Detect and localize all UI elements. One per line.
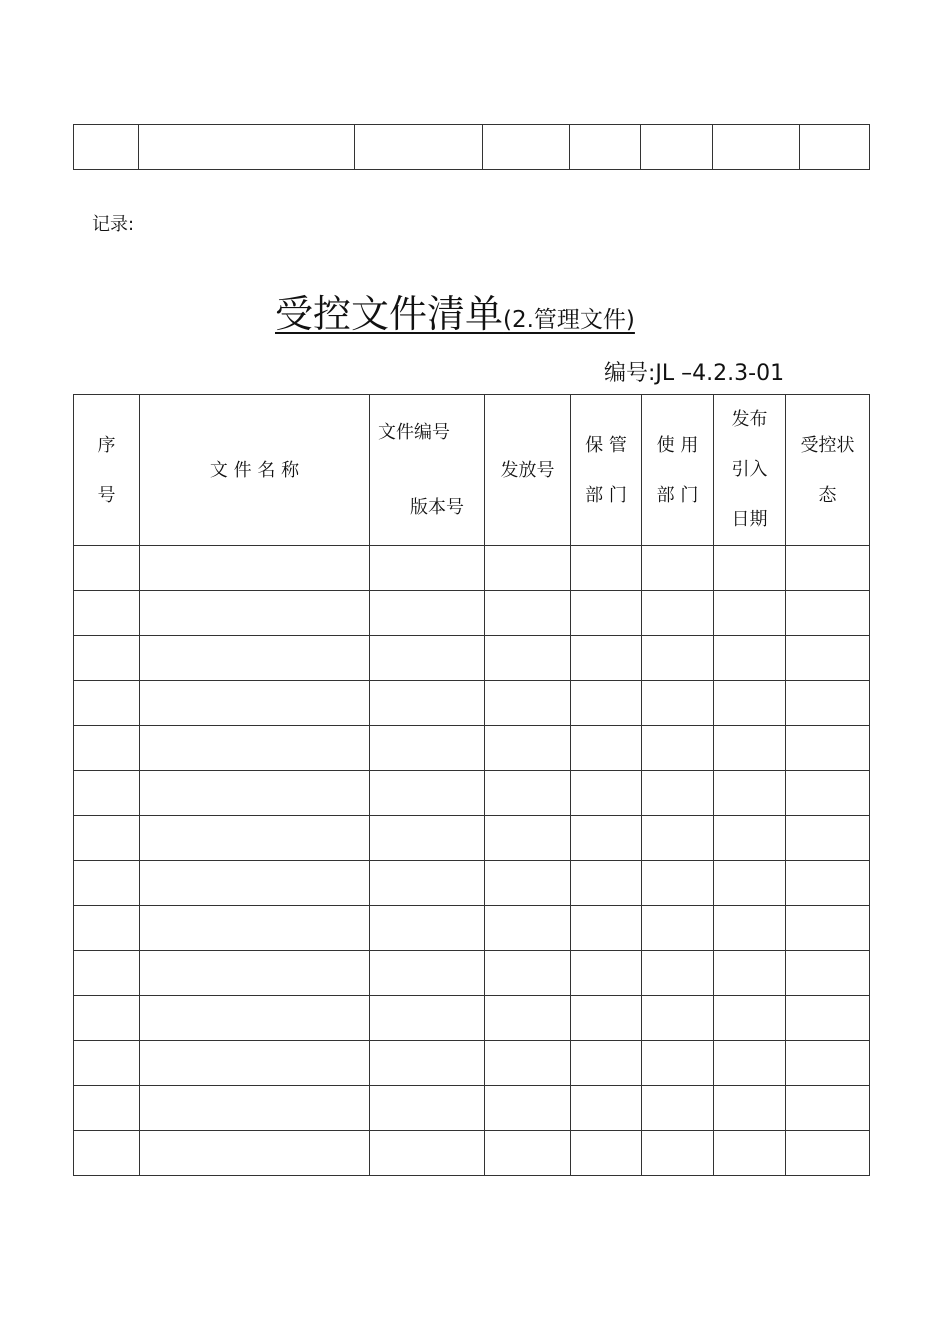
table-cell [485,546,571,591]
table-cell [571,636,642,681]
table-row [74,861,870,906]
table-cell [74,816,140,861]
table-cell [714,591,786,636]
table-cell [786,681,870,726]
table-cell [642,636,714,681]
table-cell [642,771,714,816]
table-cell [140,546,370,591]
table-cell [786,636,870,681]
table-cell [485,906,571,951]
table-row [74,1131,870,1176]
table-cell [786,1131,870,1176]
table-cell [642,861,714,906]
table-cell [571,681,642,726]
header-control-status: 受控状 态 [786,395,870,546]
table-cell [485,771,571,816]
table-cell [786,771,870,816]
table-cell [370,726,485,771]
table-cell [74,861,140,906]
table-cell [571,591,642,636]
table-cell [140,1086,370,1131]
table-cell [786,861,870,906]
table-cell [714,771,786,816]
table-cell [140,1041,370,1086]
header-seq: 序 号 [74,395,140,546]
table-cell [786,951,870,996]
table-cell [571,546,642,591]
page-title [275,283,635,338]
table-row [74,951,870,996]
table-cell [483,125,570,170]
table-cell [485,636,571,681]
table-header-row [74,395,870,546]
record-label: 记录: [92,214,135,235]
table-cell [140,636,370,681]
table-cell [485,681,571,726]
table-cell [74,546,140,591]
table-cell [714,546,786,591]
header-issue-no: 发放号 [485,395,571,546]
table-cell [714,861,786,906]
table-cell [74,636,140,681]
table-cell [786,906,870,951]
table-cell [642,1041,714,1086]
table-cell [786,1041,870,1086]
table-cell [74,951,140,996]
table-cell [140,861,370,906]
table-cell [642,546,714,591]
table-cell [355,125,483,170]
table-cell [74,996,140,1041]
table-row [74,771,870,816]
table-cell [714,816,786,861]
table-cell [571,1041,642,1086]
table-cell [714,636,786,681]
table-cell [370,1086,485,1131]
table-cell [571,861,642,906]
table-cell [370,771,485,816]
table-cell [714,1041,786,1086]
table-cell [140,726,370,771]
table-cell [74,1086,140,1131]
table-cell [786,591,870,636]
table-cell [485,861,571,906]
table-cell [140,681,370,726]
table-cell [74,771,140,816]
table-cell [370,816,485,861]
table-row [74,906,870,951]
table-cell [570,125,641,170]
table-cell [642,726,714,771]
table-cell [571,996,642,1041]
table-cell [370,681,485,726]
table-cell [485,1041,571,1086]
table-row [74,1041,870,1086]
table-cell [370,906,485,951]
table-row [74,546,870,591]
table-cell [786,726,870,771]
table-cell [714,681,786,726]
table-cell [74,681,140,726]
table-cell [714,951,786,996]
table-cell [370,591,485,636]
table-cell [571,816,642,861]
table-cell [714,1131,786,1176]
table-cell [641,125,713,170]
table-row [74,726,870,771]
table-cell [642,1131,714,1176]
table-cell [642,816,714,861]
title-main: 受控文件清单 [275,292,504,336]
table-cell [370,1041,485,1086]
table-cell [140,906,370,951]
header-file-no: 文件编号 版本号 [370,395,485,546]
table-cell [370,861,485,906]
table-cell [485,726,571,771]
table-cell [140,1131,370,1176]
table-cell [140,771,370,816]
table-cell [370,1131,485,1176]
table-cell [485,996,571,1041]
table-cell [140,816,370,861]
table-cell [74,125,139,170]
table-cell [571,951,642,996]
table-cell [786,996,870,1041]
table-cell [714,996,786,1041]
table-cell [642,591,714,636]
table-cell [714,726,786,771]
header-keeping-dept: 保 管 部 门 [571,395,642,546]
table-cell [74,1041,140,1086]
header-file-name: 文 件 名 称 [140,395,370,546]
table-row [74,591,870,636]
title-sub: (2.管理文件) [503,307,635,333]
table-cell [370,636,485,681]
table-cell [786,816,870,861]
table-cell [485,1086,571,1131]
table-cell [485,816,571,861]
table-cell [642,1086,714,1131]
top-blank-table [73,124,870,170]
header-using-dept: 使 用 部 门 [642,395,714,546]
table-cell [571,906,642,951]
table-row [74,636,870,681]
table-cell [642,681,714,726]
table-cell [140,951,370,996]
table-cell [571,1086,642,1131]
table-cell [139,125,355,170]
table-row [74,1086,870,1131]
table-cell [74,726,140,771]
table-cell [714,1086,786,1131]
table-cell [786,546,870,591]
table-cell [485,951,571,996]
table-cell [485,1131,571,1176]
table-cell [74,1131,140,1176]
table-cell [642,951,714,996]
table-row [74,125,870,170]
table-cell [571,726,642,771]
table-cell [140,996,370,1041]
table-cell [800,125,870,170]
table-cell [786,1086,870,1131]
table-cell [713,125,800,170]
table-cell [571,771,642,816]
table-cell [74,591,140,636]
table-cell [642,996,714,1041]
table-cell [370,546,485,591]
table-cell [485,591,571,636]
table-cell [642,906,714,951]
controlled-documents-table [73,394,870,1176]
header-release-date: 发布 引入 日期 [714,395,786,546]
table-cell [370,951,485,996]
document-number: 编号:JL –4.2.3-01 [604,361,785,386]
table-cell [571,1131,642,1176]
table-cell [370,996,485,1041]
table-cell [140,591,370,636]
table-row [74,816,870,861]
table-row [74,681,870,726]
table-cell [74,906,140,951]
table-row [74,996,870,1041]
table-cell [714,906,786,951]
